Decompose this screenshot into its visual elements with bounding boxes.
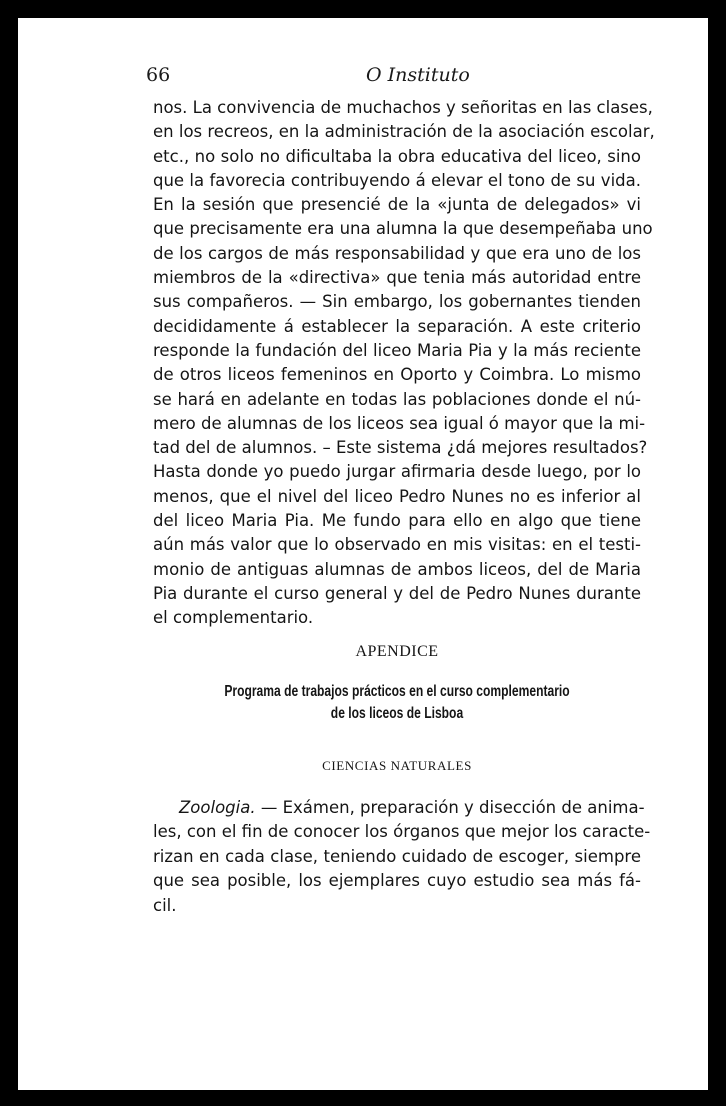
text-line: miembros de la «directiva» que tenia más autoridad entre: [153, 268, 641, 288]
text-line: aún más valor que lo observado en mis visitas: en el testi-: [153, 535, 641, 555]
program-title: [153, 681, 641, 725]
text-line: sus compañeros. — Sin embargo, los gobernantes tienden: [153, 292, 641, 312]
text-line: En la sesión que presencié de la «junta de delegados» vi: [153, 195, 641, 215]
program-title-line: Programa de trabajos prácticos en el curso complementario: [224, 683, 570, 700]
text-line: cil.: [153, 895, 177, 915]
text-line: Hasta donde yo puedo jurgar afirmaria desde luego, por lo: [153, 462, 641, 482]
body-paragraph: [153, 96, 655, 631]
running-title: O Instituto: [366, 64, 470, 86]
program-title-line: de los liceos de Lisboa: [330, 705, 464, 722]
text-line: rizan en cada clase, teniendo cuidado de escoger, siempre: [153, 846, 641, 866]
text-line: que la favorecia contribuyendo á elevar el tono de su vida.: [153, 170, 641, 190]
text-line: de otros liceos femeninos en Oporto y Coimbra. Lo mismo: [153, 365, 641, 385]
text-line: decididamente á establecer la separación. A este criterio: [153, 316, 641, 336]
text-line: Pia durante el curso general y del de Pedro Nunes durante: [153, 583, 641, 603]
text-line: monio de antiguas alumnas de ambos liceos, del de Maria: [153, 559, 641, 579]
page-number: 66: [146, 64, 171, 86]
text-line: el complementario.: [153, 608, 314, 628]
text-line: que sea posible, los ejemplares cuyo estudio sea más fá-: [153, 871, 641, 891]
text-line: se hará en adelante en todas las poblaciones donde el nú-: [153, 389, 641, 409]
zoology-term: Zoologia.: [179, 798, 256, 817]
book-page: [18, 18, 708, 1090]
text-line: tad del de alumnos. – Este sistema ¿dá mejores resultados?: [153, 438, 648, 458]
text-line: [153, 796, 645, 820]
text-line: que precisamente era una alumna la que desempeñaba uno: [153, 219, 653, 239]
text-fragment: — Exámen, preparación y disección de anima-: [255, 798, 645, 817]
text-line: del liceo Maria Pia. Me fundo para ello en algo que tiene: [153, 511, 641, 531]
text-line: les, con el fin de conocer los órganos que mejor los caracte-: [153, 822, 651, 842]
text-line: responde la fundación del liceo Maria Pia y la más reciente: [153, 340, 641, 360]
section-heading: CIENCIAS NATURALES: [322, 758, 472, 773]
text-line: de los cargos de más responsabilidad y que era uno de los: [153, 243, 641, 263]
text-line: mero de alumnas de los liceos sea igual ó mayor que la mi-: [153, 413, 646, 433]
text-line: nos. La convivencia de muchachos y señoritas en las clases,: [153, 98, 653, 117]
running-header: [146, 56, 666, 96]
zoology-paragraph: [153, 796, 651, 918]
appendix-heading: APENDICE: [355, 643, 439, 660]
text-line: menos, que el nivel del liceo Pedro Nunes no es inferior al: [153, 486, 641, 506]
text-line: en los recreos, en la administración de la asociación escolar,: [153, 122, 655, 142]
text-line: etc., no solo no dificultaba la obra educativa del liceo, sino: [153, 146, 641, 166]
